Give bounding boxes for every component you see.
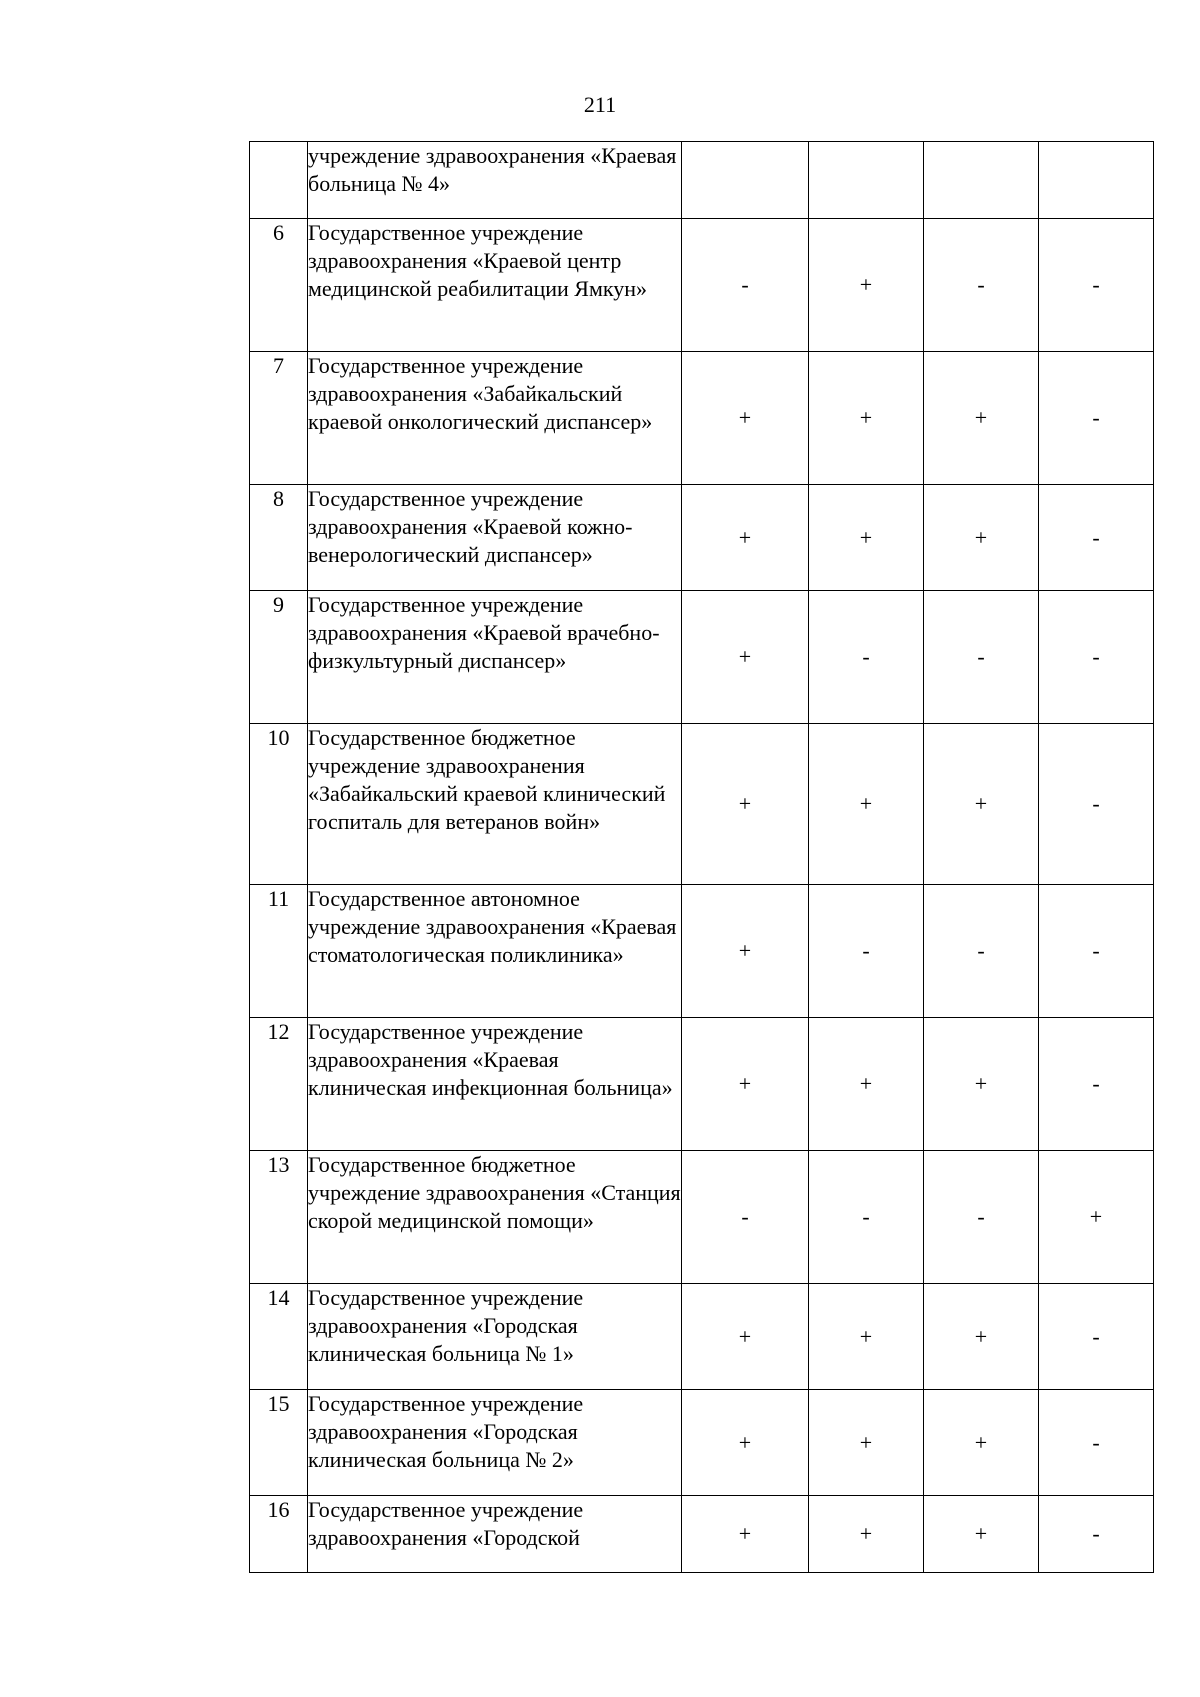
institution-name: Государственное учреждение здравоохранения «Городская клиническая больница № 1» — [308, 1284, 682, 1390]
table-row — [250, 352, 1154, 485]
mark-cell-1: + — [682, 352, 809, 485]
mark-cell-2: + — [809, 1390, 924, 1496]
mark-cell-4: - — [1039, 1390, 1154, 1496]
row-number: 16 — [250, 1496, 308, 1573]
institution-name: Государственное автономное учреждение здравоохранения «Краевая стоматологическая поликлиника» — [308, 885, 682, 1018]
table-row — [250, 1284, 1154, 1390]
mark-cell-4: - — [1039, 219, 1154, 352]
row-number: 12 — [250, 1018, 308, 1151]
mark-cell-2 — [809, 142, 924, 219]
institution-name: Государственное учреждение здравоохранения «Городская клиническая больница № 2» — [308, 1390, 682, 1496]
institution-name: Государственное учреждение здравоохранения «Краевая клиническая инфекционная больница» — [308, 1018, 682, 1151]
table-row — [250, 724, 1154, 885]
row-number: 10 — [250, 724, 308, 885]
mark-cell-3: + — [924, 352, 1039, 485]
mark-cell-3: + — [924, 485, 1039, 591]
table-row — [250, 1151, 1154, 1284]
mark-cell-2: + — [809, 1018, 924, 1151]
table-row — [250, 591, 1154, 724]
mark-cell-2: + — [809, 352, 924, 485]
mark-cell-1: + — [682, 1284, 809, 1390]
mark-cell-4: - — [1039, 591, 1154, 724]
row-number: 7 — [250, 352, 308, 485]
table-row — [250, 885, 1154, 1018]
mark-cell-4: - — [1039, 1284, 1154, 1390]
institution-name: Государственное бюджетное учреждение здравоохранения «Забайкальский краевой клинический госпиталь для ветеранов войн» — [308, 724, 682, 885]
mark-cell-3: - — [924, 219, 1039, 352]
table-row — [250, 1018, 1154, 1151]
institutions-table — [249, 141, 1154, 1573]
row-number — [250, 142, 308, 219]
mark-cell-3: - — [924, 885, 1039, 1018]
mark-cell-1: + — [682, 885, 809, 1018]
page-number: 211 — [583, 92, 617, 117]
table-row — [250, 1390, 1154, 1496]
mark-cell-2: + — [809, 219, 924, 352]
mark-cell-1: + — [682, 1018, 809, 1151]
row-number: 6 — [250, 219, 308, 352]
mark-cell-2: + — [809, 1496, 924, 1573]
institution-name: Государственное учреждение здравоохранения «Городской — [308, 1496, 682, 1573]
mark-cell-1 — [682, 142, 809, 219]
mark-cell-3: + — [924, 1496, 1039, 1573]
mark-cell-4: - — [1039, 352, 1154, 485]
institution-name: Государственное учреждение здравоохранения «Краевой кожно-венерологический диспансер» — [308, 485, 682, 591]
mark-cell-3: - — [924, 591, 1039, 724]
table-row — [250, 219, 1154, 352]
mark-cell-3: + — [924, 1018, 1039, 1151]
mark-cell-4 — [1039, 142, 1154, 219]
mark-cell-1: + — [682, 1390, 809, 1496]
mark-cell-4: - — [1039, 485, 1154, 591]
institution-name: Государственное бюджетное учреждение здравоохранения «Станция скорой медицинской помощи» — [308, 1151, 682, 1284]
row-number: 15 — [250, 1390, 308, 1496]
mark-cell-1: + — [682, 591, 809, 724]
mark-cell-2: + — [809, 485, 924, 591]
mark-cell-3: + — [924, 1284, 1039, 1390]
mark-cell-2: + — [809, 724, 924, 885]
row-number: 11 — [250, 885, 308, 1018]
table-row — [250, 485, 1154, 591]
mark-cell-4: - — [1039, 1018, 1154, 1151]
mark-cell-4: - — [1039, 1496, 1154, 1573]
mark-cell-3: - — [924, 1151, 1039, 1284]
mark-cell-1: - — [682, 1151, 809, 1284]
mark-cell-2: + — [809, 1284, 924, 1390]
mark-cell-1: + — [682, 724, 809, 885]
mark-cell-1: - — [682, 219, 809, 352]
row-number: 14 — [250, 1284, 308, 1390]
institution-name: Государственное учреждение здравоохранения «Краевой центр медицинской реабилитации Ямкун» — [308, 219, 682, 352]
mark-cell-4: + — [1039, 1151, 1154, 1284]
mark-cell-3: + — [924, 1390, 1039, 1496]
table-row — [250, 1496, 1154, 1573]
institution-name: Государственное учреждение здравоохранения «Забайкальский краевой онкологический диспансер» — [308, 352, 682, 485]
row-number: 8 — [250, 485, 308, 591]
row-number: 9 — [250, 591, 308, 724]
mark-cell-3 — [924, 142, 1039, 219]
mark-cell-4: - — [1039, 885, 1154, 1018]
row-number: 13 — [250, 1151, 308, 1284]
table-row — [250, 142, 1154, 219]
mark-cell-2: - — [809, 591, 924, 724]
mark-cell-2: - — [809, 1151, 924, 1284]
mark-cell-3: + — [924, 724, 1039, 885]
mark-cell-2: - — [809, 885, 924, 1018]
mark-cell-4: - — [1039, 724, 1154, 885]
institution-name: Государственное учреждение здравоохранения «Краевой врачебно-физкультурный диспансер» — [308, 591, 682, 724]
mark-cell-1: + — [682, 485, 809, 591]
institution-name: учреждение здравоохранения «Краевая больница № 4» — [308, 142, 682, 219]
mark-cell-1: + — [682, 1496, 809, 1573]
